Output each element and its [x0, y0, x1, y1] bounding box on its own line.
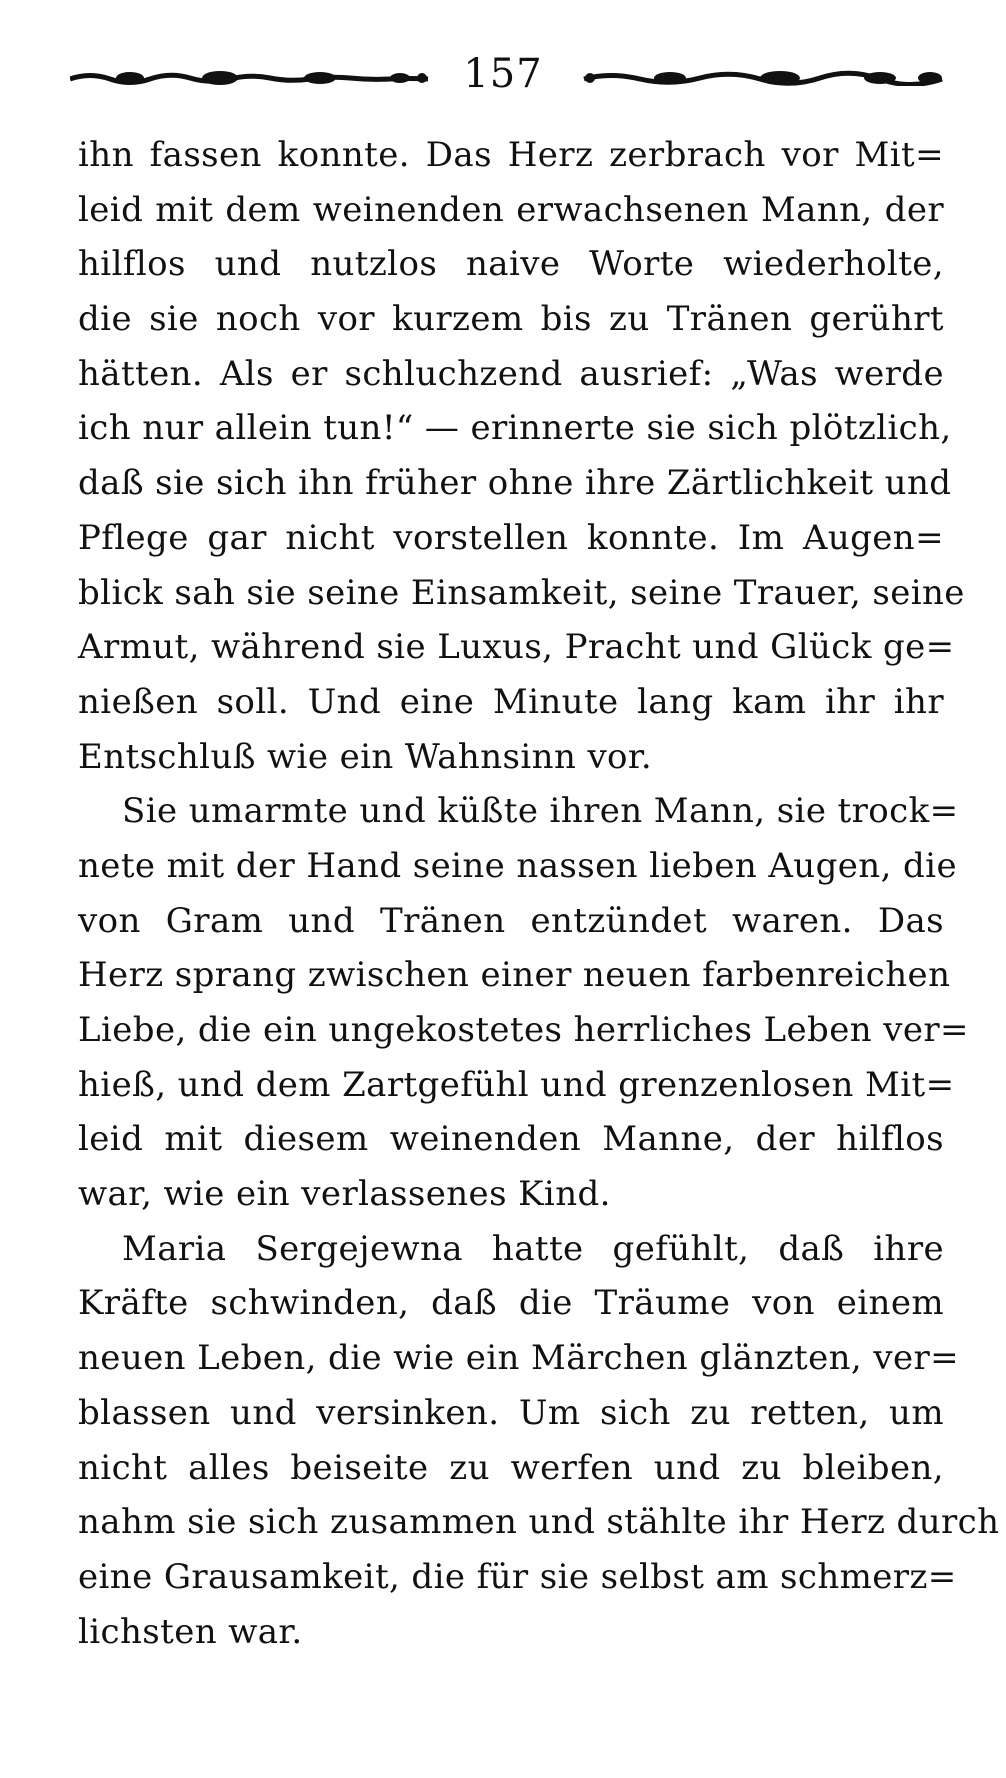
- text-line: war, wie ein verlassenes Kind.: [78, 1174, 611, 1215]
- text-line: nahm sie sich zusammen und stählte ihr Herz durch: [78, 1502, 1000, 1543]
- page-header: [60, 44, 946, 104]
- text-line: Armut, während sie Luxus, Pracht und Glück ge=: [78, 627, 955, 668]
- text-line: leid mit diesem weinenden Manne, der hilflos: [78, 1119, 944, 1160]
- text-line: leid mit dem weinenden erwachsenen Mann, der: [78, 189, 944, 230]
- text-line: nicht alles beiseite zu werfen und zu bleiben,: [78, 1447, 944, 1488]
- text-line: hieß, und dem Zartgefühl und grenzenlosen Mit=: [78, 1064, 955, 1105]
- text-line: eine Grausamkeit, die für sie selbst am schmerz=: [78, 1556, 957, 1597]
- text-line: Maria Sergejewna hatte gefühlt, daß ihre: [122, 1228, 944, 1269]
- text-line: hätten. Als er schluchzend ausrief: „Was werde: [78, 353, 944, 394]
- text-line: Entschluß wie ein Wahnsinn vor.: [78, 736, 653, 777]
- text-line: neuen Leben, die wie ein Märchen glänzten, ver=: [78, 1338, 960, 1379]
- text-line: ich nur allein tun!“ — erinnerte sie sich plötzlich,: [78, 408, 952, 449]
- text-line: Sie umarmte und küßte ihren Mann, sie trock=: [122, 791, 959, 832]
- text-line: blick sah sie seine Einsamkeit, seine Trauer, seine: [78, 572, 965, 613]
- text-line: Herz sprang zwischen einer neuen farbenreichen: [78, 955, 951, 996]
- body-text: [78, 128, 1000, 1659]
- text-line: Kräfte schwinden, daß die Träume von einem: [78, 1283, 944, 1324]
- text-line: nießen soll. Und eine Minute lang kam ihr ihr: [78, 681, 944, 722]
- decorative-rule-icon: [580, 70, 946, 86]
- text-line: von Gram und Tränen entzündet waren. Das: [78, 900, 944, 941]
- text-line: lichsten war.: [78, 1611, 303, 1652]
- text-line: ihn fassen konnte. Das Herz zerbrach vor Mit=: [78, 135, 944, 175]
- text-line: nete mit der Hand seine nassen lieben Augen, die: [78, 845, 957, 886]
- text-line: hilflos und nutzlos naive Worte wiederholte,: [78, 244, 944, 285]
- text-line: Pflege gar nicht vorstellen konnte. Im Augen=: [78, 517, 944, 558]
- text-line: blassen und versinken. Um sich zu retten, um: [78, 1392, 944, 1433]
- page-number: 157: [463, 51, 543, 97]
- text-line: daß sie sich ihn früher ohne ihre Zärtlichkeit und: [78, 463, 952, 504]
- text-line: die sie noch vor kurzem bis zu Tränen gerührt: [78, 299, 944, 340]
- text-line: Liebe, die ein ungekostetes herrliches Leben ver=: [78, 1010, 969, 1050]
